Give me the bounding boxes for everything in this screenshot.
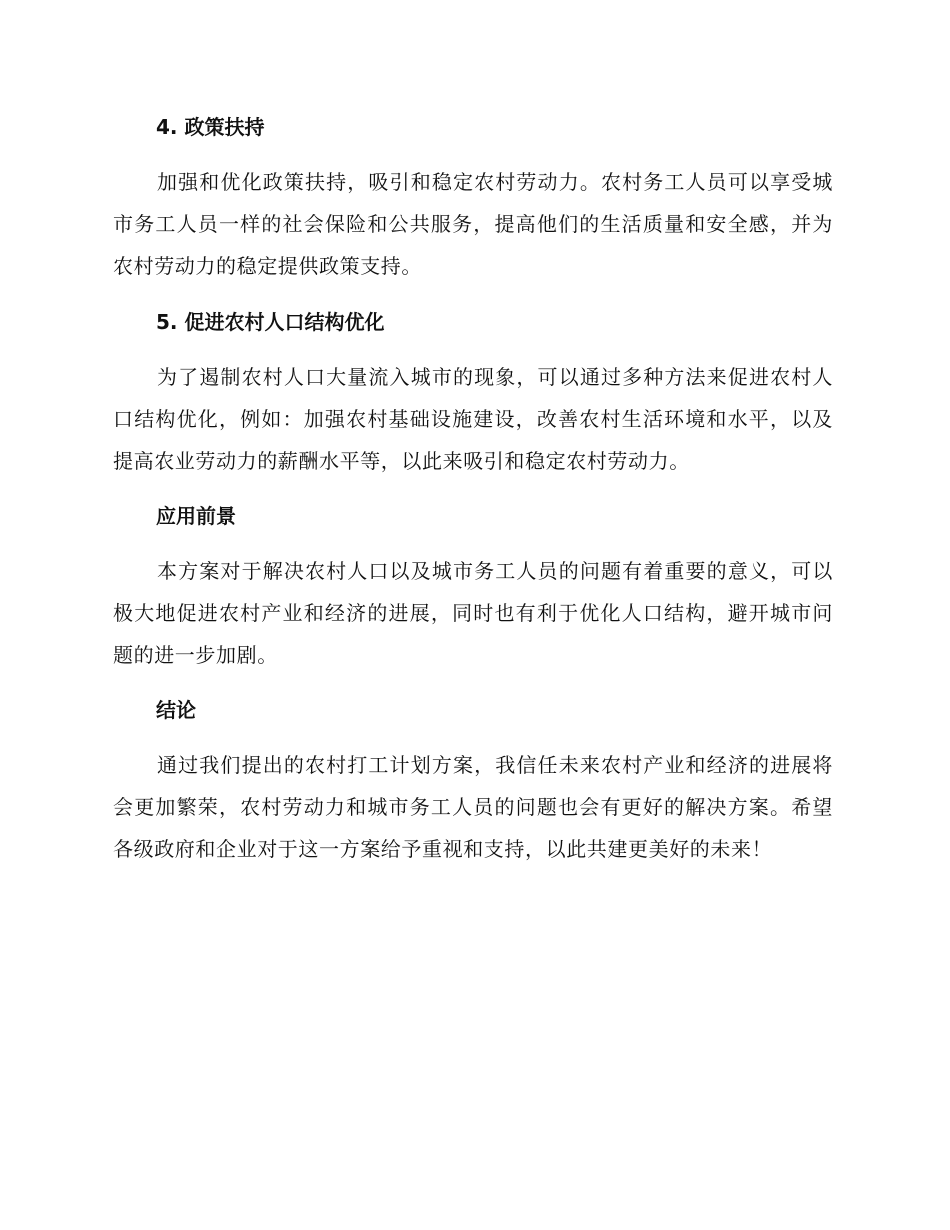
section-paragraph-policy-support: 加强和优化政策扶持，吸引和稳定农村劳动力。农村务工人员可以享受城市务工人员一样的社会保险和公共服务，提高他们的生活质量和安全感，并为农村劳动力的稳定提供政策支持。 xyxy=(113,170,833,278)
section-heading-application-prospects: 应用前景 xyxy=(156,504,236,528)
section-heading-conclusion: 结论 xyxy=(156,698,196,722)
section-paragraph-application-prospects: 本方案对于解决农村人口以及城市务工人员的问题有着重要的意义，可以极大地促进农村产业和经济的进展，同时也有利于优化人口结构，避开城市问题的进一步加剧。 xyxy=(113,559,833,667)
section-heading-population-structure: 5. 促进农村人口结构优化 xyxy=(156,310,385,334)
section-heading-policy-support: 4. 政策扶持 xyxy=(156,115,265,139)
section-paragraph-conclusion: 通过我们提出的农村打工计划方案，我信任未来农村产业和经济的进展将会更加繁荣，农村劳动力和城市务工人员的问题也会有更好的解决方案。希望各级政府和企业对于这一方案给予重视和支持，以此共建更美好的未来！ xyxy=(113,753,833,861)
section-paragraph-population-structure: 为了遏制农村人口大量流入城市的现象，可以通过多种方法来促进农村人口结构优化，例如：加强农村基础设施建设，改善农村生活环境和水平，以及提高农业劳动力的薪酬水平等，以此来吸引和稳定农村劳动力。 xyxy=(113,365,833,473)
